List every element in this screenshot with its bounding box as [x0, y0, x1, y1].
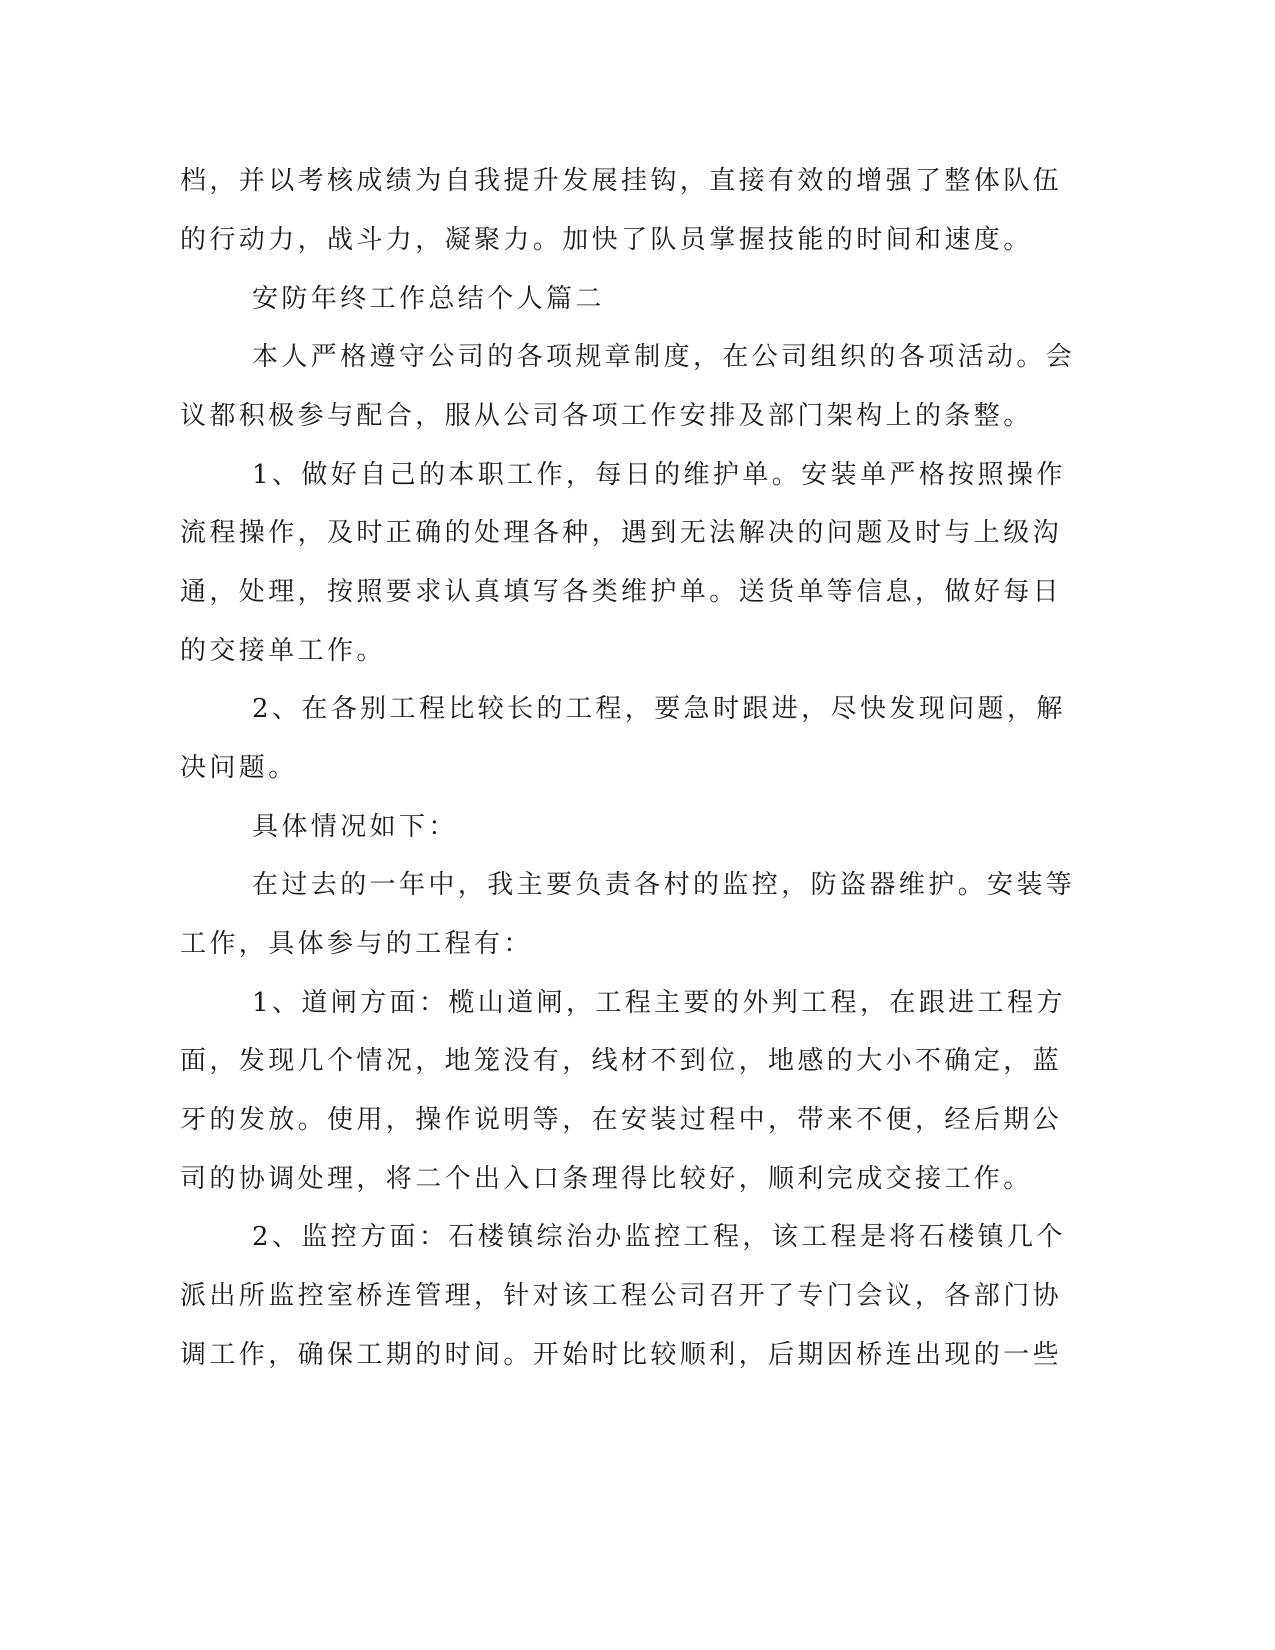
text-line: 的行动力，战斗力，凝聚力。加快了队员掌握技能的时间和速度。: [180, 225, 1033, 255]
text-line: 议都积极参与配合，服从公司各项工作安排及部门架构上的条整。: [180, 401, 1033, 431]
text-line: 通，处理，按照要求认真填写各类维护单。送货单等信息，做好每日: [180, 577, 1063, 607]
text-line: 1、道闸方面：榄山道闸，工程主要的外判工程，在跟进工程方: [252, 988, 1066, 1018]
text-line: 的交接单工作。: [180, 636, 386, 666]
text-line: 档，并以考核成绩为自我提升发展挂钩，直接有效的增强了整体队伍: [180, 166, 1063, 196]
text-line: 决问题。: [180, 753, 298, 783]
text-line: 1、做好自己的本职工作，每日的维护单。安装单严格按照操作: [252, 460, 1066, 490]
text-line: 面，发现几个情况，地笼没有，线材不到位，地感的大小不确定，蓝: [180, 1046, 1063, 1076]
section-heading: 安防年终工作总结个人篇二: [252, 284, 605, 314]
text-line: 牙的发放。使用，操作说明等，在安装过程中，带来不便，经后期公: [180, 1105, 1063, 1135]
text-line: 在过去的一年中，我主要负责各村的监控，防盗器维护。安装等: [252, 870, 1076, 900]
text-line: 2、监控方面：石楼镇综治办监控工程，该工程是将石楼镇几个: [252, 1222, 1066, 1252]
text-line: 本人严格遵守公司的各项规章制度，在公司组织的各项活动。会: [252, 342, 1076, 372]
text-line: 司的协调处理，将二个出入口条理得比较好，顺利完成交接工作。: [180, 1164, 1033, 1194]
text-line: 调工作，确保工期的时间。开始时比较顺利，后期因桥连出现的一些: [180, 1340, 1063, 1370]
text-line: 派出所监控室桥连管理，针对该工程公司召开了专门会议，各部门协: [180, 1281, 1063, 1311]
text-line: 具体情况如下：: [252, 812, 458, 842]
text-line: 2、在各别工程比较长的工程，要急时跟进，尽快发现问题，解: [252, 694, 1066, 724]
text-line: 工作，具体参与的工程有：: [180, 929, 533, 959]
text-line: 流程操作，及时正确的处理各种，遇到无法解决的问题及时与上级沟: [180, 518, 1063, 548]
